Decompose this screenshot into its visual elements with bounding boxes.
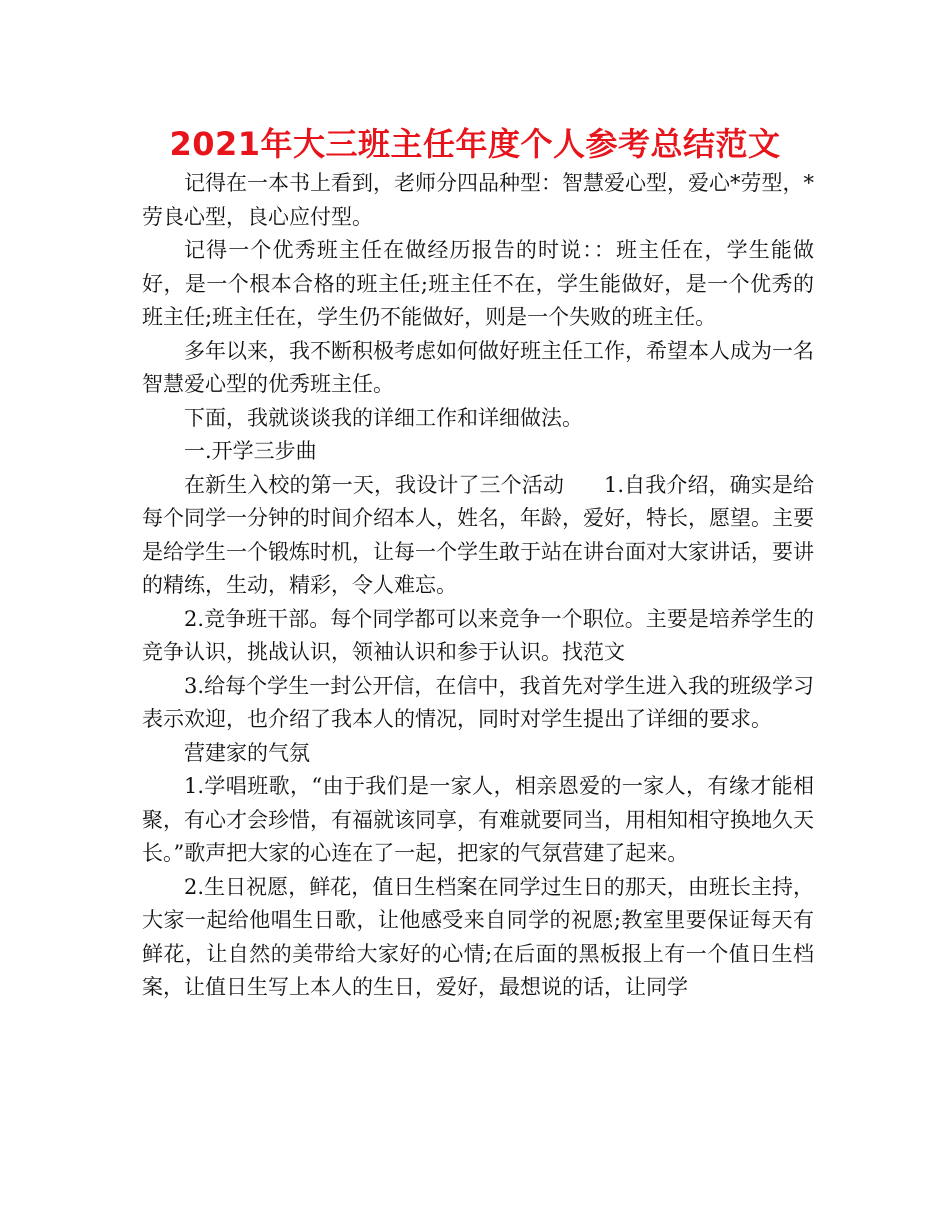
paragraph: 2.竞争班干部。每个同学都可以来竞争一个职位。主要是培养学生的竞争认识，挑战认识，领袖认识和参于认识。找范文 (142, 606, 814, 664)
paragraph: 多年以来，我不断积极考虑如何做好班主任工作，希望本人成为一名智慧爱心型的优秀班主任。 (142, 338, 814, 396)
paragraph-item: 1.自我介绍，确实是给每个同学一分钟的时间介绍本人，姓名，年龄，爱好，特长，愿望。主要是给学生一个锻炼时机，让每一个学生敢于站在讲台面对大家讲话，要讲的精练，生动，精彩，令人难忘。 (142, 472, 814, 597)
section-heading: 一.开学三步曲 (184, 439, 317, 463)
paragraph: 记得一个优秀班主任在做经历报告的时说：：班主任在，学生能做好，是一个根本合格的班主任;班主任不在，学生能做好，是一个优秀的班主任;班主任在，学生仍不能做好，则是一个失败的班主任。 (142, 238, 814, 329)
paragraph-lead: 在新生入校的第一天，我设计了三个活动 (184, 472, 564, 497)
paragraph: 3.给每个学生一封公开信，在信中，我首先对学生进入我的班级学习表示欢迎，也介绍了我本人的情况，同时对学生提出了详细的要求。 (142, 673, 814, 731)
paragraph: 2.生日祝愿，鲜花，值日生档案在同学过生日的那天，由班长主持，大家一起给他唱生日歌，让他感受来自同学的祝愿;教室里要保证每天有鲜花，让自然的美带给大家好的心情;在后面的黑板报上有一个值日生档案，让值日生写上本人的生日，爱好，最想说的话，让同学 (142, 874, 814, 999)
section-heading: 营建家的气氛 (184, 740, 310, 765)
paragraph (142, 469, 814, 603)
document-body (142, 167, 814, 1005)
paragraph: 记得在一本书上看到，老师分四品种型：智慧爱心型，爱心*劳型，*劳良心型，良心应付型。 (142, 171, 814, 229)
paragraph: 1.学唱班歌，“由于我们是一家人，相亲恩爱的一家人，有缘才能相聚，有心才会珍惜，有福就该同享，有难就要同当，用相知相守换地久天长。”歌声把大家的心连在了一起，把家的气氛营建了起来。 (142, 774, 814, 865)
paragraph: 下面，我就谈谈我的详细工作和详细做法。 (184, 405, 583, 430)
document-title: 2021年大三班主任年度个人参考总结范文 (169, 125, 781, 163)
